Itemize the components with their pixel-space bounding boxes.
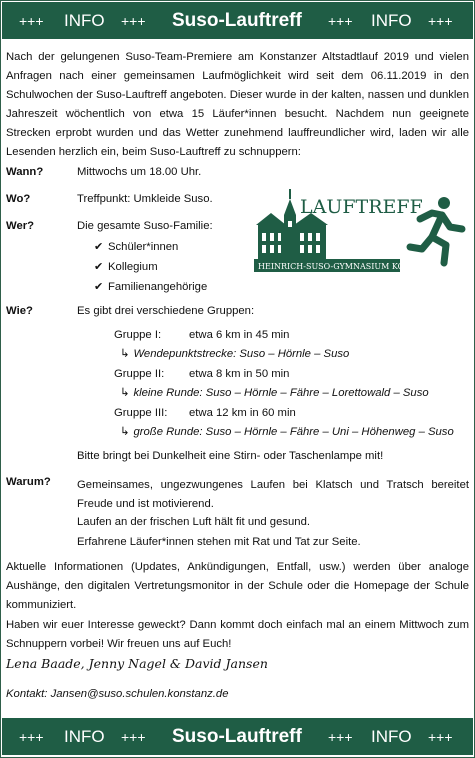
banner-plus: +++ (428, 12, 453, 29)
logo-school: HEINRICH-SUSO-GYMNASIUM KONSTANZ (258, 262, 440, 271)
top-banner (2, 2, 473, 39)
warum-line: Laufen an der frischen Luft hält fit und gesund. (77, 516, 311, 528)
wer-label: Wer? (6, 220, 35, 232)
route-arrow-icon: ↳ (120, 426, 130, 438)
checkmark-icon: ✔ (94, 261, 104, 273)
intro-paragraph: Nach der gelungenen Suso-Team-Premiere am Konstanzer Altstadtlauf 2019 und vielen Anfragen nach einer gemeinsamen Laufmöglichkeit wird seit dem 06.11.2019 in den Schulwochen der Suso-Lauftreff angeboten. Dieser wurde in der kalten, nassen und dunklen Jahreszeit wöchentlich von etwa 15 Läufer*innen besucht. Nachdem nun geeignete Strecken erprobt wurden und das Wetter zunehmend lauffreundlicher wird, laden wir alle Lesenden herzlich ein, beim Suso-Lauftreff zu schnuppern: (6, 51, 469, 158)
warum-line: Gemeinsames, ungezwungenes Laufen bei Klatsch und Tratsch bereitet Freude und ist motivierend. (77, 479, 469, 510)
list-item (94, 240, 178, 253)
group-distance: etwa 6 km in 45 min (189, 329, 290, 341)
banner-plus: +++ (19, 728, 44, 745)
banner-plus: +++ (121, 12, 146, 29)
signature: Lena Baade, Jenny Nagel & David Jansen (6, 656, 268, 671)
list-item-label: Familienangehörige (108, 280, 208, 293)
wie-value: Es gibt drei verschiedene Gruppen: (77, 305, 255, 317)
invite-paragraph: Haben wir euer Interesse geweckt? Dann kommt doch einfach mal an einem Mittwoch zum Schnuppern vorbei! Wir freuen uns auf Euch! (6, 619, 469, 650)
banner-title: Suso-Lauftreff (172, 725, 302, 747)
info-paragraph: Aktuelle Informationen (Updates, Ankündigungen, Entfall, usw.) werden über analoge Aushänge, den digitalen Vertretungsmonitor in der Schule oder die Homepage der Schule kommuniziert. (6, 561, 469, 611)
banner-plus: +++ (121, 728, 146, 745)
checkmark-icon: ✔ (94, 281, 104, 293)
logo-title: LAUFTREFF (300, 196, 423, 218)
warum-line: Erfahrene Läufer*innen stehen mit Rat und Tat zur Seite. (77, 536, 361, 548)
banner-plus: +++ (19, 12, 44, 29)
list-item (94, 260, 158, 273)
checkmark-icon: ✔ (94, 241, 104, 253)
route-text: große Runde: Suso – Hörnle – Fähre – Uni – Höhenweg – Suso (133, 426, 454, 438)
group-route (120, 347, 349, 360)
route-arrow-icon: ↳ (120, 387, 130, 399)
list-item-label: Kollegium (108, 260, 158, 273)
route-text: Wendepunktstrecke: Suso – Hörnle – Suso (133, 348, 350, 360)
banner-info: INFO (371, 726, 412, 746)
route-text: kleine Runde: Suso – Hörnle – Fähre – Lorettowald – Suso (133, 387, 429, 399)
wann-value: Mittwochs um 18.00 Uhr. (77, 166, 202, 178)
wo-label: Wo? (6, 193, 31, 205)
wo-value: Treffpunkt: Umkleide Suso. (77, 193, 213, 205)
bottom-banner (2, 718, 473, 755)
list-item (94, 280, 207, 293)
group-name: Gruppe II: (114, 368, 165, 380)
group-distance: etwa 12 km in 60 min (189, 407, 296, 419)
banner-plus: +++ (428, 728, 453, 745)
group-name: Gruppe III: (114, 407, 168, 419)
warum-label: Warum? (6, 476, 51, 488)
list-item-label: Schüler*innen (108, 240, 179, 253)
contact-line: Kontakt: Jansen@suso.schulen.konstanz.de (6, 688, 229, 700)
banner-plus: +++ (328, 12, 353, 29)
banner-info: INFO (64, 10, 105, 30)
lamp-note: Bitte bringt bei Dunkelheit eine Stirn- oder Taschenlampe mit! (77, 450, 384, 462)
route-arrow-icon: ↳ (120, 348, 130, 360)
group-route (120, 386, 429, 399)
group-name: Gruppe I: (114, 329, 162, 341)
main-content (6, 48, 469, 162)
wann-label: Wann? (6, 166, 44, 178)
lauftreff-logo (252, 185, 468, 275)
wer-value: Die gesamte Suso-Familie: (77, 220, 213, 232)
banner-plus: +++ (328, 728, 353, 745)
wie-label: Wie? (6, 305, 33, 317)
banner-info: INFO (371, 10, 412, 30)
group-distance: etwa 8 km in 50 min (189, 368, 290, 380)
banner-title: Suso-Lauftreff (172, 9, 302, 31)
group-route (120, 425, 454, 438)
banner-info: INFO (64, 726, 105, 746)
